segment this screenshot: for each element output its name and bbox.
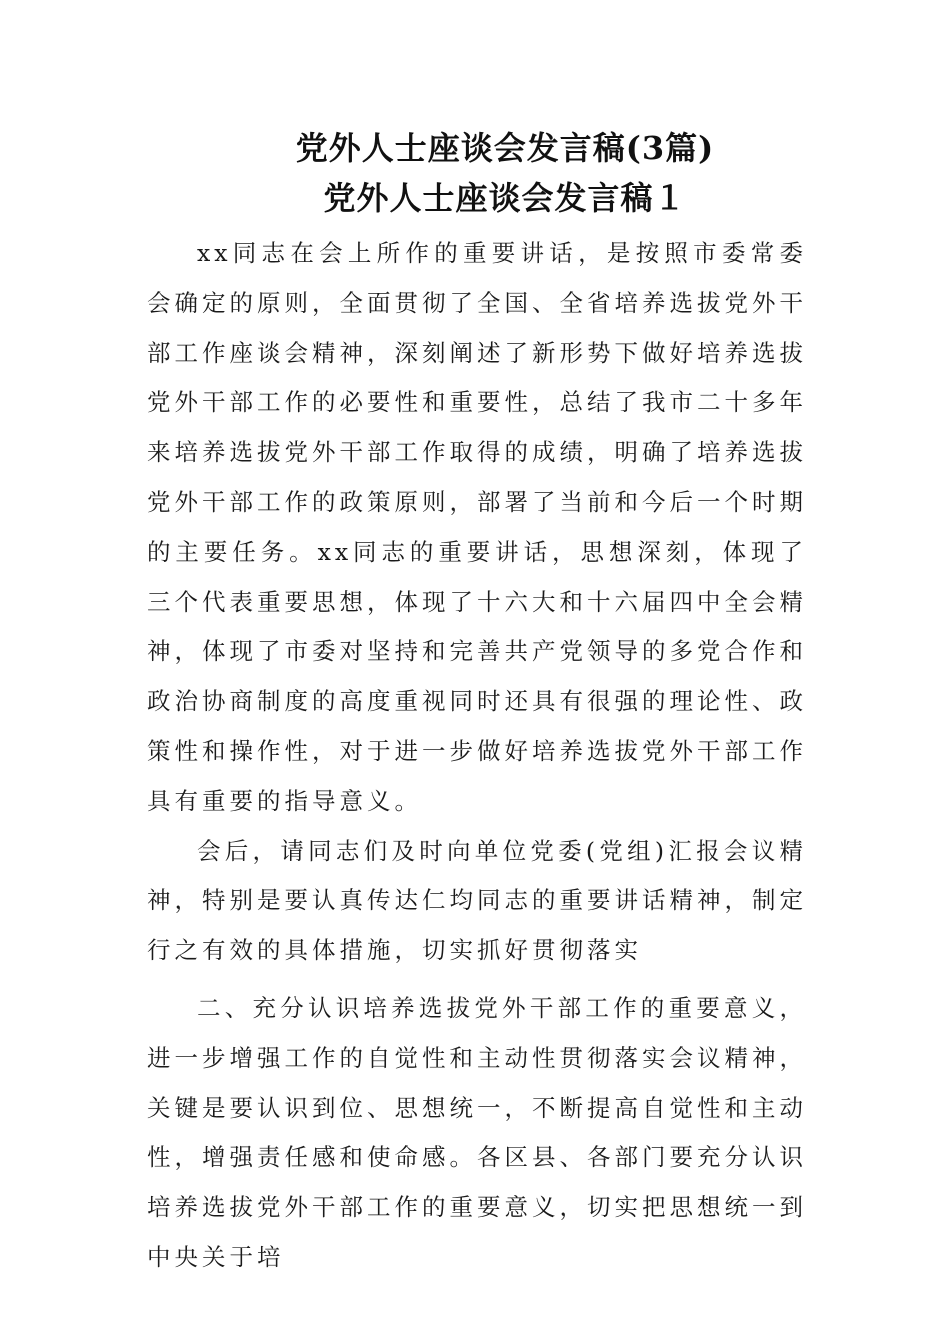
document-subtitle: 党外人士座谈会发言稿１: [323, 179, 687, 217]
paragraph: 二、充分认识培养选拔党外干部工作的重要意义，进一步增强工作的自觉性和主动性贯彻落实会议精神，关键是要认识到位、思想统一，不断提高自觉性和主动性，增强责任感和使命感。各区县、各部门要充分认识培养选拔党外干部工作的重要意义，切实把思想统一到中央关于培: [147, 993, 807, 1271]
paragraph: 会后，请同志们及时向单位党委(党组)汇报会议精神，特别是要认真传达仁均同志的重要讲话精神，制定行之有效的具体措施，切实抓好贯彻落实: [147, 836, 807, 965]
document-title: 党外人士座谈会发言稿(3篇): [295, 129, 715, 167]
paragraph: xx同志在会上所作的重要讲话，是按照市委常委会确定的原则，全面贯彻了全国、全省培养选拔党外干部工作座谈会精神，深刻阐述了新形势下做好培养选拔党外干部工作的必要性和重要性，总结了我市二十多年来培养选拔党外干部工作取得的成绩，明确了培养选拔党外干部工作的政策原则，部署了当前和今后一个时期的主要任务。xx同志的重要讲话，思想深刻，体现了三个代表重要思想，体现了十六大和十六届四中全会精神，体现了市委对坚持和完善共产党领导的多党合作和政治协商制度的高度重视同时还具有很强的理论性、政策性和操作性，对于进一步做好培养选拔党外干部工作具有重要的指导意义。: [147, 239, 807, 815]
document-body: [147, 229, 807, 1283]
